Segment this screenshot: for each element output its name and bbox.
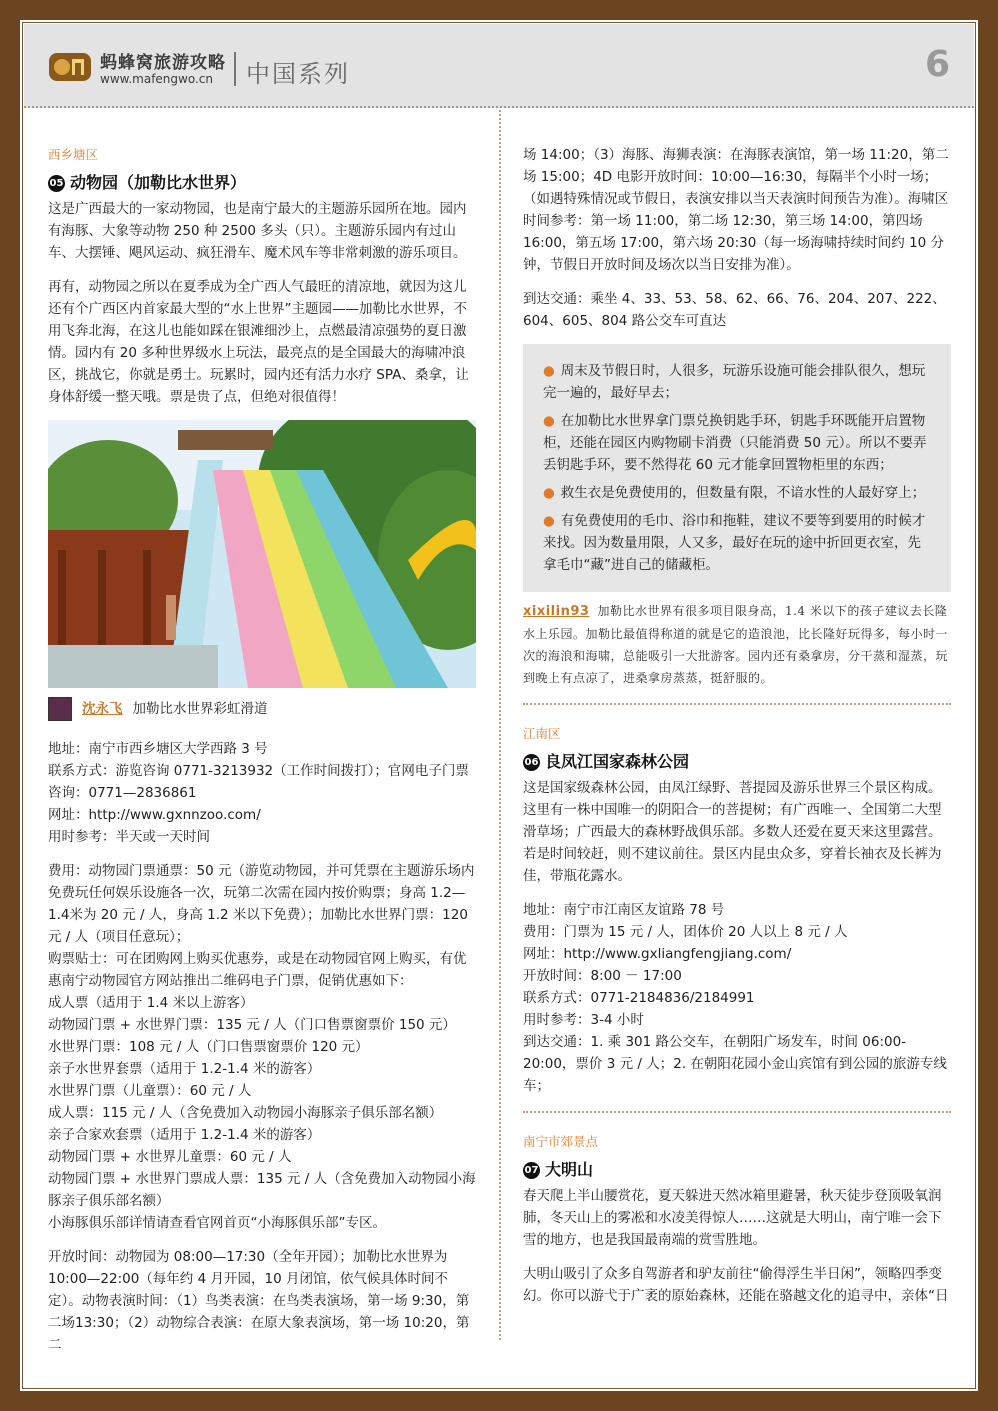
fee-line: 小海豚俱乐部详情请查看官网首页“小海豚俱乐部”专区。 — [48, 1215, 386, 1231]
fee-line: 成人票：115 元 / 人（含免费加入动物园小海豚亲子俱乐部名额） — [48, 1105, 443, 1121]
poi-title-text: 大明山 — [545, 1160, 594, 1179]
fee-line: 水世界门票：108 元 / 人（门口售票窗票价 120 元） — [48, 1039, 369, 1055]
info-line: 到达交通：1. 乘 301 路公交车，在朝阳广场发车，时间 06:00-20:00，票价 3 元 / 人；2. 在朝阳花园小金山宾馆有到公园的旅游专线车； — [523, 1034, 947, 1094]
fee-line: 动物园门票 + 水世界门票成人票：135 元 / 人（含免费加入动物园小海豚亲子俱乐部名额） — [48, 1171, 476, 1209]
area-label: 西乡塘区 — [48, 147, 99, 162]
bullet-icon: ● — [543, 513, 555, 529]
info-line: 地址：南宁市西乡塘区大学西路 3 号 — [48, 741, 268, 757]
fee-line: 动物园门票 + 水世界门票：135 元 / 人（门口售票窗票价 150 元） — [48, 1017, 456, 1033]
photo-caption — [48, 696, 476, 722]
page-header — [24, 24, 974, 108]
poi-title — [48, 172, 476, 194]
right-column — [523, 144, 951, 1307]
fee-line: 亲子水世界套票（适用于 1.2-1.4 米的游客） — [48, 1061, 321, 1077]
poi-description: 春天爬上半山腰赏花，夏天躲进天然冰箱里避暑，秋天徒步登顶吸氧润肺，冬天山上的雾凇和水凌美得惊人……这就是大明山，南宁唯一会下雪的地方，也是我国最南端的赏雪胜地。 — [523, 1188, 942, 1248]
fee-line: 水世界门票（儿童票）：60 元 / 人 — [48, 1083, 252, 1099]
photo-caption-text: 加勒比水世界彩虹滑道 — [132, 701, 268, 717]
hours-paragraph: 开放时间：动物园为 08:00—17:30（全年开园）；加勒比水世界为10:00—22:00（每年约 4 月开园，10 月闭馆，依气候具体时间不定）。动物表演时间：（1）鸟类表演：在鸟类表演场，第一场 9:30，第二场13:30；（2）动物综合表演：在原大象表演场，第一场 10:20，第二 — [48, 1249, 470, 1353]
hours-continued: 场 14:00；（3）海豚、海狮表演：在海豚表演馆，第一场 11:20，第二场 15:00；4D 电影开放时间：10:00—16:30，每隔半个小时一场；（如遇特殊情况或节假日，表演安排以当天表演时间预告为准）。海啸区时间参考：第一场 11:00，第二场 12:30，第三场 14:00，第四场16:00，第五场 17:00，第六场 20:30（每一场海啸持续时间约 10 分钟，节假日开放时间及场次以当日安排为准）。 — [523, 147, 949, 273]
area-label: 江南区 — [523, 726, 561, 741]
water-slide-photo — [48, 420, 476, 688]
summer-paragraph: 再有，动物园之所以在夏季成为全广西人气最旺的清凉地，就因为这儿还有个广西区内首家最大型的“水上世界”主题园——加勒比水世界，不用飞奔北海，在这儿也能如踩在银滩细沙上，点燃最清凉强势的夏日激情。园内有 20 多种世界级水上玩法，最亮点的是全国最大的海啸冲浪区，挑战它，你就是勇士。玩累时，园内还有活力水疗 SPA、桑拿，让身体舒缓一整天哦。票是贵了点，但绝对很值得！ — [48, 279, 469, 405]
tip-item: ● 周末及节假日时，人很多，玩游乐设施可能会排队很久，想玩完一遍的，最好早去； — [543, 363, 926, 401]
intro-paragraph: 这是广西最大的一家动物园，也是南宁最大的主题游乐园所在地。园内有海豚、大象等动物 250 种 2500 多头（只）。主题游乐园内有过山车、大摆锤、飓风运动、疯狂滑车、魔术风车等非常刺激的游乐项目。 — [48, 201, 467, 261]
mafengwo-logo-icon — [48, 50, 92, 84]
info-line: 开放时间：8:00 － 17:00 — [523, 968, 682, 984]
poi-title — [523, 751, 951, 773]
avatar[interactable] — [48, 697, 72, 721]
comment-author-link[interactable]: xixilin93 — [523, 604, 590, 619]
info-line: 网址：http://www.gxliangfengjiang.com/ — [523, 946, 792, 962]
left-column — [48, 144, 476, 1356]
info-line: 联系方式：游览咨询 0771-3213932（工作时间拨打）；官网电子门票咨询：0771—2836861 — [48, 763, 469, 801]
photo-author-link[interactable]: 沈永飞 — [82, 701, 123, 717]
user-comment — [523, 600, 951, 689]
section-divider — [523, 1111, 951, 1113]
info-line: 联系方式：0771-2184836/2184991 — [523, 990, 755, 1006]
info-line: 地址：南宁市江南区友谊路 78 号 — [523, 902, 725, 918]
poi-title — [523, 1159, 951, 1181]
bullet-icon: ● — [543, 363, 555, 379]
tip-item: ● 救生衣是免费使用的，但数量有限，不谙水性的人最好穿上； — [543, 485, 926, 501]
tips-box — [523, 344, 951, 592]
header-divider — [234, 52, 236, 86]
poi-number-badge: 07 — [523, 1162, 540, 1179]
fee-line: 亲子合家欢套票（适用于 1.2-1.4 米的游客） — [48, 1127, 321, 1143]
info-line: 用时参考：半天或一天时间 — [48, 829, 210, 845]
tip-item: ● 有免费使用的毛巾、浴巾和拖鞋，建议不要等到要用的时候才来找。因为数量用限，人又多，最好在玩的途中折回更衣室，先拿毛巾“藏”进自己的储藏柜。 — [543, 513, 926, 573]
bullet-icon: ● — [543, 485, 555, 501]
section-divider — [523, 703, 951, 705]
page-number: 6 — [924, 44, 950, 85]
fee-line: 购票贴士：可在团购网上购买优惠券，或是在动物园官网上购买，有优惠南宁动物园官方网站推出二维码电子门票，促销优惠如下： — [48, 951, 467, 989]
bullet-icon: ● — [543, 413, 555, 429]
brand-name: 蚂蜂窝旅游攻略 — [100, 53, 226, 73]
poi-description: 这是国家级森林公园，由凤江绿野、菩提园及游乐世界三个景区构成。这里有一株中国唯一的阴阳合一的菩提树；有广西唯一、全国第二大型滑草场；广西最大的森林野战俱乐部。多数人还爱在夏天来这里露营。若是时间较赶，则不建议前往。景区内昆虫众多，穿着长袖衣及长裤为佳，带瓶花露水。 — [523, 780, 942, 884]
poi-title-text: 良凤江国家森林公园 — [545, 752, 690, 771]
info-line: 用时参考：3-4 小时 — [523, 1012, 644, 1028]
fee-line: 动物园门票 + 水世界儿童票：60 元 / 人 — [48, 1149, 292, 1165]
fee-line: 费用：动物园门票通票：50 元（游览动物园，并可凭票在主题游乐场内免费玩任何娱乐设施各一次，玩第二次需在园内按价购票；身高 1.2—1.4米为 20 元 / 人，身高 1.2 米以下免费）；加勒比水世界门票：120 元 / 人（项目任意玩）； — [48, 863, 475, 945]
poi-title-text: 动物园（加勒比水世界） — [70, 173, 247, 192]
transport-line: 到达交通：乘坐 4、33、53、58、62、66、76、204、207、222、604、605、804 路公交车可直达 — [523, 291, 946, 329]
tip-item: ● 在加勒比水世界拿门票兑换钥匙手环，钥匙手环既能开启置物柜，还能在园区内购物刷卡消费（只能消费 50 元）。所以不要弄丢钥匙手环，要不然得花 60 元才能拿回置物柜里的东西； — [543, 413, 927, 473]
poi-number-badge: 05 — [48, 175, 65, 192]
comment-text: 加勒比水世界有很多项目限身高，1.4 米以下的孩子建议去长隆水上乐园。加勒比最值得称道的就是它的造浪池，比长隆好玩得多，每小时一次的海浪和海啸，总能吸引一大批游客。园内还有桑拿房，分干蒸和湿蒸，玩到晚上有点凉了，进桑拿房蒸蒸，挺舒服的。 — [523, 604, 949, 685]
poi-description-2: 大明山吸引了众多自驾游者和驴友前往“偷得浮生半日闲”，领略四季变幻。你可以游弋于广袤的原始森林，还能在骆越文化的追寻中，亲体“日 — [523, 1266, 949, 1304]
brand-url: www.mafengwo.cn — [100, 72, 213, 86]
info-line: 网址：http://www.gxnnzoo.com/ — [48, 807, 261, 823]
poi-number-badge: 06 — [523, 754, 540, 771]
area-label: 南宁市郊景点 — [523, 1134, 599, 1149]
info-line: 费用：门票为 15 元 / 人，团体价 20 人以上 8 元 / 人 — [523, 924, 848, 940]
column-divider — [499, 110, 501, 1340]
fee-line: 成人票（适用于 1.4 米以上游客） — [48, 995, 254, 1011]
series-title: 中国系列 — [246, 60, 350, 88]
